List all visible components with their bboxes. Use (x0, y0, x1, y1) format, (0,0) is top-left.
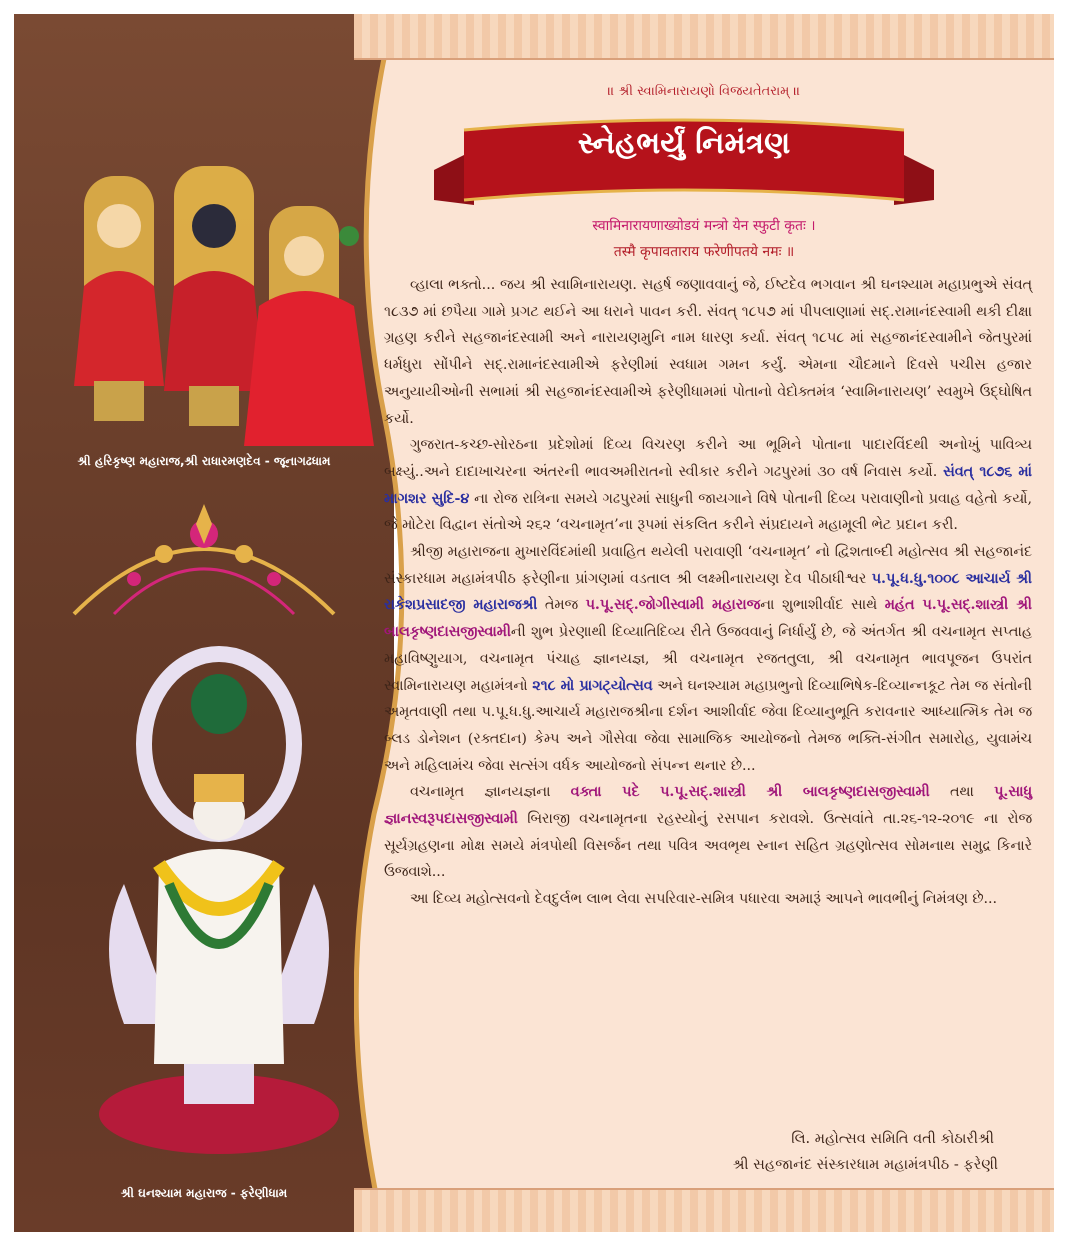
p4-text-a: વચનામૃત જ્ઞાનયજ્ઞના (410, 784, 551, 801)
p4-text-c: તથા (949, 784, 974, 801)
mahant-name: મહંત પ.પૂ.સદ્.શાસ્ત્રી શ્રી બાલકૃષ્ણદાસજીસ્વામી (384, 597, 1032, 641)
top-border (354, 14, 1054, 60)
p3-text-e: ના શુભાશીર્વાદ સાથે (760, 597, 878, 614)
pragatyotsav-highlight: ૨૧૮ મો પ્રાગટ્યોત્સવ (532, 677, 653, 694)
invitation-panel (354, 14, 1054, 1232)
speaker-name: વક્તા પદે પ.પૂ.સદ્.શાસ્ત્રી શ્રી બાલકૃષ્ણદાસજીસ્વામી (570, 784, 930, 801)
invitation-body (384, 272, 1032, 913)
p2-text-c: ના રોજ રાત્રિના સમયે ગઢપુરમાં સાધુની જાયગાને વિષે પોતાની દિવ્ય પરાવાણીનો પ્રવાહ વહેતો કર્યો, જે મોટેરા વિદ્વાન સંતોએ ૨૬૨ ‘વચનામૃત’ના રૂપમાં સંકલિત કરીને સંપ્રદાયને મહામૂલી ભેટ પ્રદાન કરી. (384, 490, 1033, 534)
mantra-line-1: स्वामिनारायणाख्योडयं मन्त्रो येन स्फुटी कृतः । (592, 218, 816, 234)
caption-top: શ્રી હરિકૃષ્ણ મહારાજ,શ્રી રાધારમણદેવ - જૂનાગઢધામ (77, 454, 331, 468)
p3-text-g: ની શુભ પ્રેરણાથી દિવ્યાતિદિવ્ય રીતે ઉજવવાનું નિર્ધાર્યું છે, જે અંતર્ગત શ્રી વચનામૃત સપ્તાહ મહાવિષ્ણુયાગ, વચનામૃત પંચાહ જ્ઞાનયજ્ઞ, શ્રી વચનામૃત રજતતુલા, શ્રી વચનામૃત ભાવપૂજન ઉપરાંત સ્વામિનારાયણ મહામંત્રનો (384, 624, 1032, 694)
signature-line-2: શ્રી સહજાનંદ સંસ્કારધામ મહામંત્રપીઠ - ફરેણી (732, 1157, 998, 1173)
left-panel (14, 14, 394, 1232)
paragraph-2 (384, 432, 1032, 539)
p3-text-i: અને ઘનશ્યામ મહાપ્રભુનો દિવ્યાભિષેક-દિવ્યાન્નકૂટ તેમ જ સંતોની અમૃતવાણી તથા પ.પૂ.ધ.ધુ.આચાર્ય મહારાજશ્રીના દર્શન આશીર્વાદ જેવા દિવ્યાનુભૂતિ કરાવનાર આધ્યાત્મિક તેમ જ બ્લડ ડોનેશન (રક્તદાન) કેમ્પ અને ગૌસેવા જેવા સામાજિક આયોજનો તેમજ ભક્તિ-સંગીત સમારોહ, યુવામંચ અને મહિલામંચ જેવા સત્સંગ વર્ધક આયોજનો સંપન્ન થનાર છે... (384, 677, 1033, 774)
paragraph-3 (384, 539, 1032, 779)
caption-bottom: શ્રી ઘનશ્યામ મહારાજ - ફરેણીધામ (120, 1186, 288, 1200)
p4-text-e: બિરાજી વચનામૃતના રહસ્યોનું રસપાન કરાવશે. ઉત્સવાંતે તા.૨૬-૧૨-૨૦૧૯ ના રોજ સૂર્યગ્રહણના મોક્ષ સમયે મંત્રપોથી વિસર્જન તથા પવિત્ર અવભૃથ સ્નાન સહિત ગ્રહણોત્સવ સોમનાથ સમુદ્ર કિનારે ઉજવાશે... (384, 811, 1032, 881)
p2-text-a: ગુજરાત-કચ્છ-સોરઠના પ્રદેશોમાં દિવ્ય વિચરણ કરીને આ ભૂમિને પોતાના પાદારવિંદથી અનોખું પાવિત્ર્ય બક્ષ્યું..અને દાદાખાચરના અંતરની ભાવઅમીરાતનો સ્વીકાર કરીને ગઢપુરમાં ૩૦ વર્ષ નિવાસ કર્યો. (384, 437, 1032, 480)
acharya-name: પ.પૂ.ધ.ધુ.૧૦૦૮ આચાર્ય શ્રી રાકેશપ્રસાદજી મહારાજશ્રી (384, 570, 1032, 614)
deity-image-junagadh (54, 146, 374, 446)
p3-text-c: તેમજ (544, 597, 578, 614)
top-salutation: ॥ શ્રી સ્વામિનારાયણો વિજયતેતરામ્ ॥ (607, 84, 801, 99)
mantra-line-2: तस्मै कृपावताराय फरेणीपतये नमः ॥ (613, 244, 795, 260)
paragraph-4 (384, 779, 1032, 886)
paragraph-5: આ દિવ્ય મહોત્સવનો દેવદુર્લભ લાભ લેવા સપરિવાર-સમિત્ર પધારવા અમારૂં આપને ભાવભીનું નિમંત્રણ છે... (410, 891, 998, 908)
ornament-flourish (54, 494, 354, 624)
signature-line-1: લિ. મહોત્સવ સમિતિ વતી કોઠારીશ્રી (791, 1131, 994, 1147)
jogiswami-name: પ.પૂ.સદ્.જોગીસ્વામી મહારાજ (585, 597, 761, 614)
deity-image-ghanshyam (84, 644, 354, 1164)
page-title: સ્નેહભર્યું નિમંત્રણ (577, 126, 791, 161)
bottom-border (354, 1188, 1054, 1232)
p3-text-a: શ્રીજી મહારાજના મુખારવિંદમાંથી પ્રવાહિત થયેલી પરાવાણી ‘વચનામૃત’ નો દ્વિશતાબ્દી મહોત્સવ શ્રી સહજાનંદ સંસ્કારધામ મહામંત્રપીઠ ફરેણીના પ્રાંગણમાં વડતાલ શ્રી લક્ષ્મીનારાયણ દેવ પીઠાધીશ્વર (384, 544, 1032, 587)
sadhu-name: પૂ.સાધુ જ્ઞાનસ્વરૂપદાસજીસ્વામી (384, 784, 1033, 828)
date-highlight: સંવત્ ૧૮૭૬ માં માગશર સુદિ-૪ (384, 463, 1033, 507)
invitation-card (14, 14, 1054, 1232)
paragraph-1: વ્હાલા ભક્તો... જય શ્રી સ્વામિનારાયણ. સહર્ષ જણાવવાનું જે, ઈષ્ટદેવ ભગવાન શ્રી ઘનશ્યામ મહાપ્રભુએ સંવત્ ૧૮૩૭ માં છપૈયા ગામે પ્રગટ થઈને આ ધરાને પાવન કરી. સંવત્ ૧૮૫૭ માં પીપલાણામાં સદ્.રામાનંદસ્વામી થકી દીક્ષા ગ્રહણ કરીને સહજાનંદસ્વામી અને નારાયણમુનિ નામ ધારણ કર્યા. સંવત્ ૧૮૫૮ માં સહજાનંદસ્વામીને જેતપુરમાં ધર્મધુરા સોંપીને સદ્.રામાનંદસ્વામીએ ફરેણીમાં સ્વધામ ગમન કર્યું. એમના ચૌદમાને દિવસે પચીસ હજાર અનુયાયીઓની સભામાં શ્રી સહજાનંદસ્વામીએ ફરેણીધામમાં પોતાનો વેદોક્તમંત્ર ‘સ્વામિનારાયણ’ સ્વમુખે ઉદ્ઘોષિત કર્યો. (384, 277, 1032, 427)
